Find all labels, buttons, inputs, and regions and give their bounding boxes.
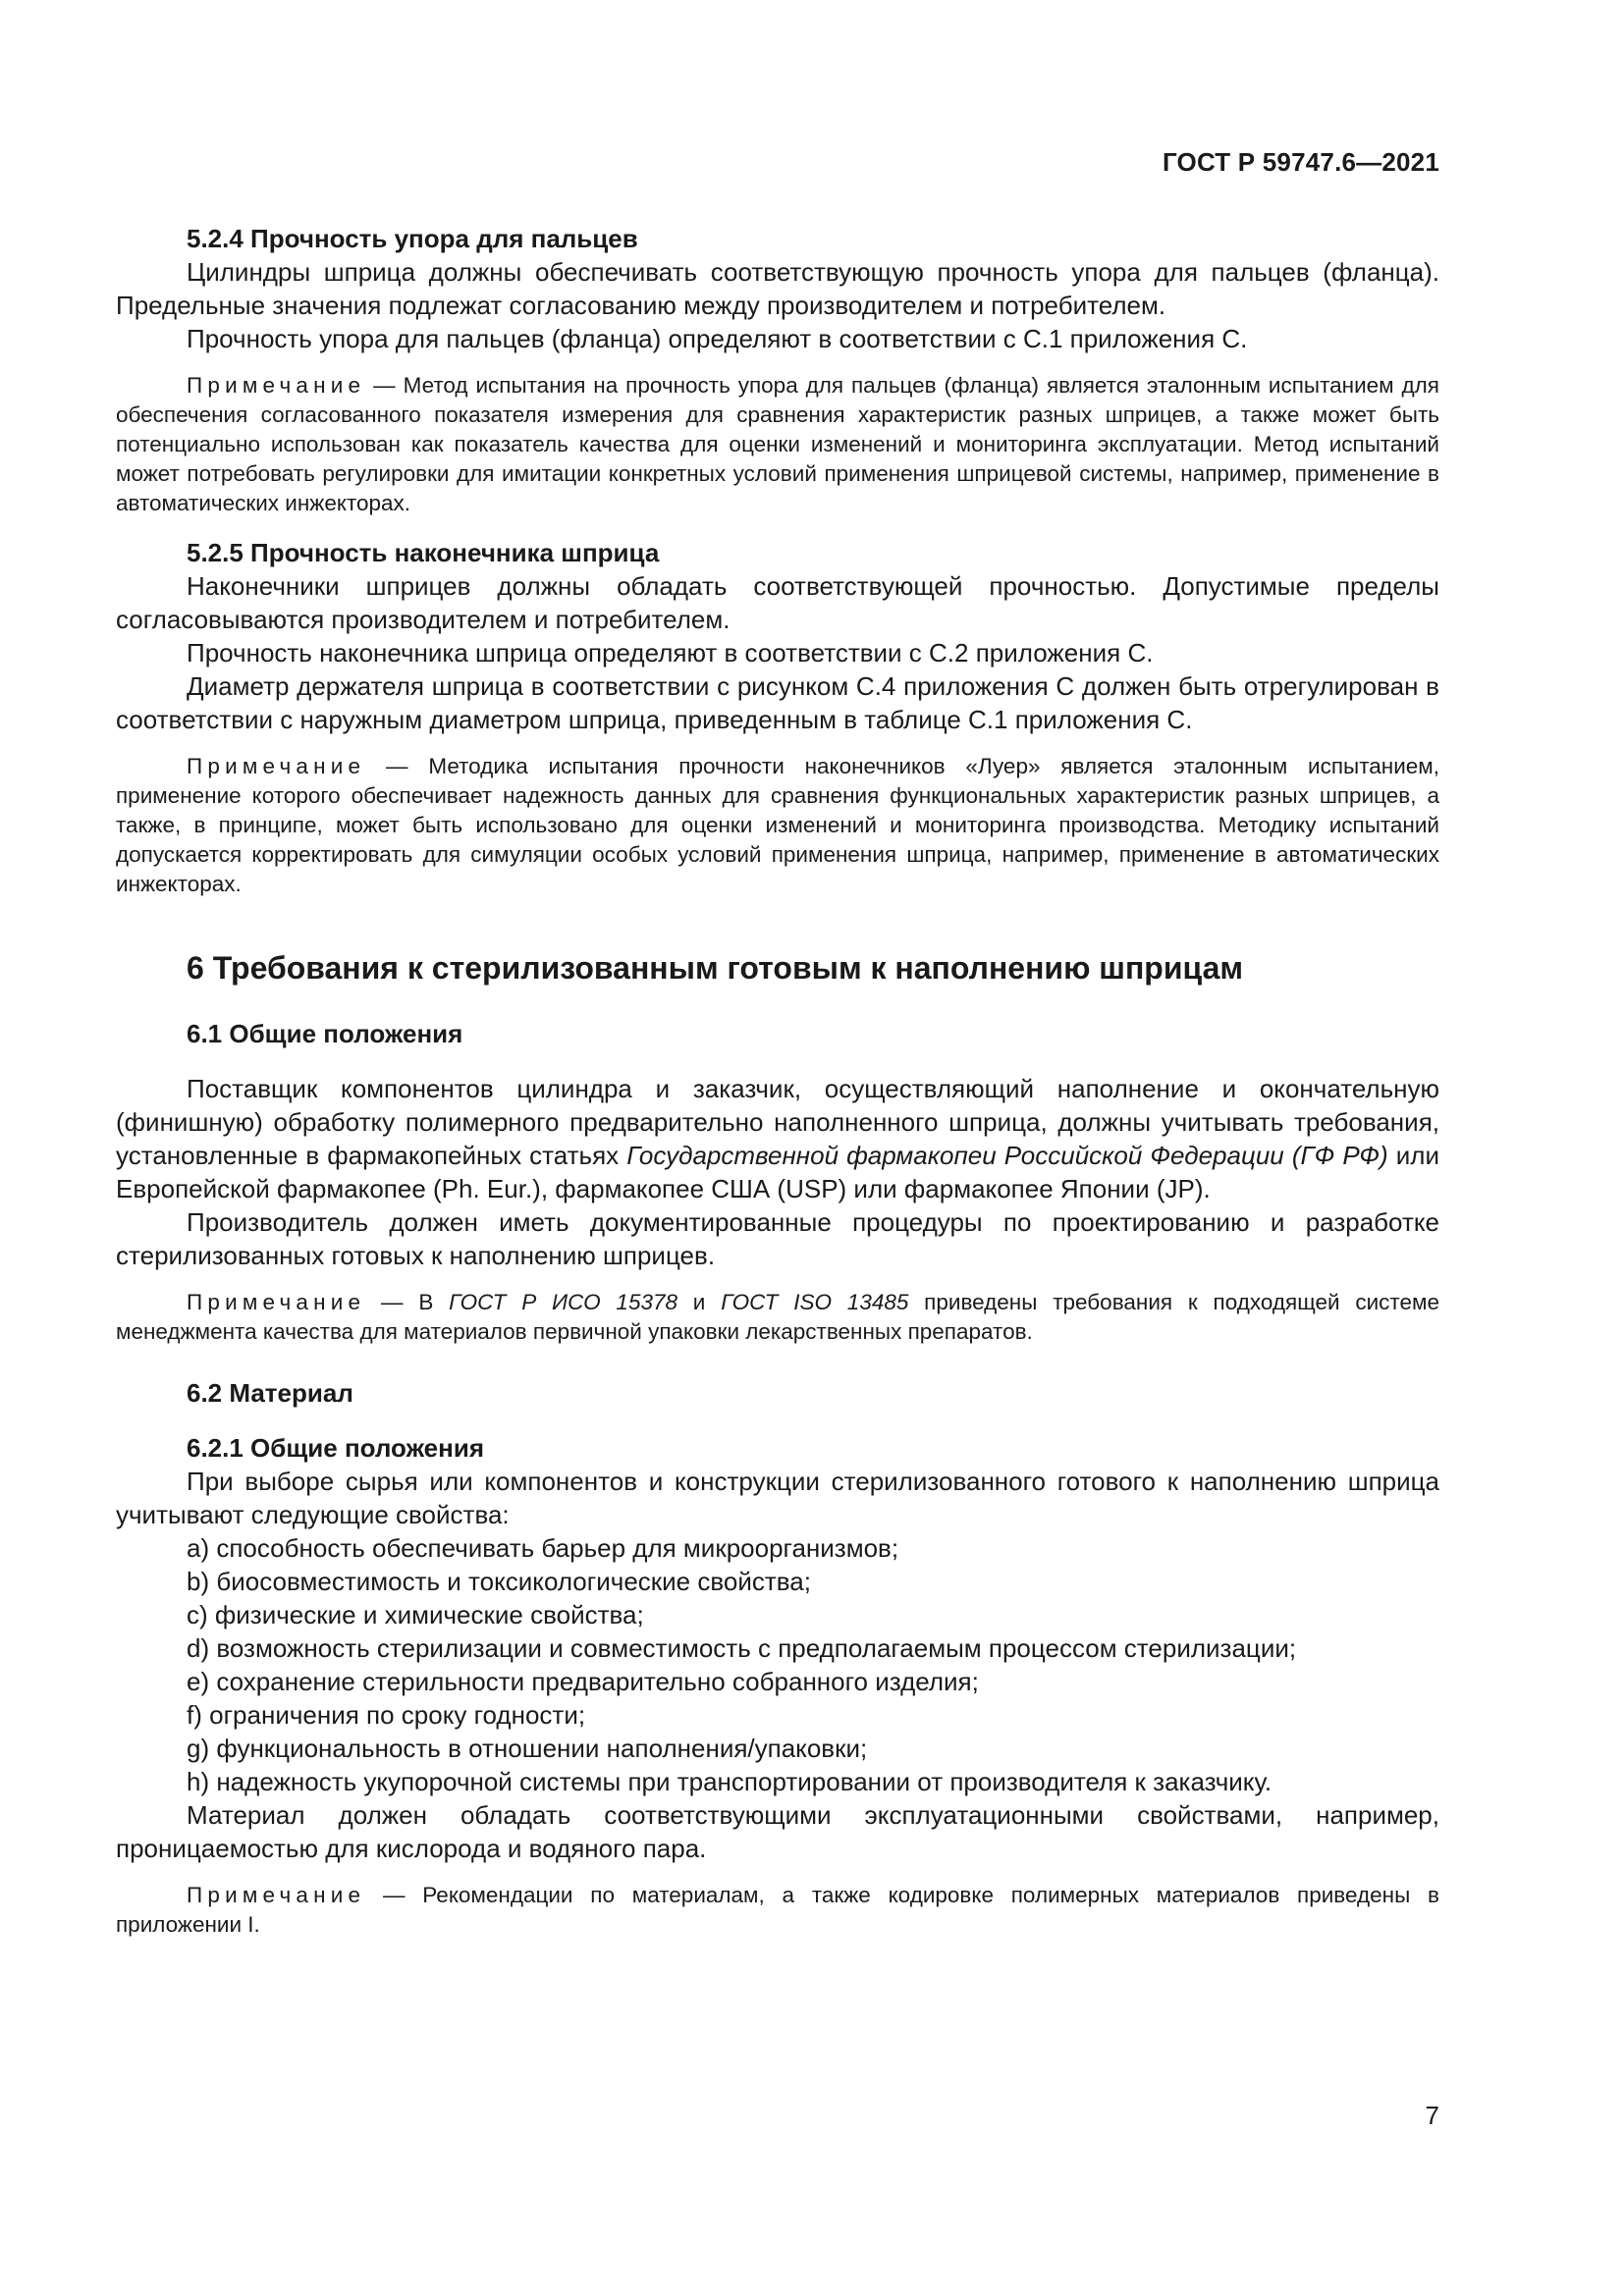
note-text: и [677, 1290, 722, 1314]
list-item: g) функциональность в отношении наполнения/упаковки; [187, 1734, 868, 1763]
list-item: e) сохранение стерильности предварительно собранного изделия; [187, 1667, 979, 1696]
paragraph: Прочность упора для пальцев (фланца) определяют в соответствии с С.1 приложения С. [187, 324, 1248, 353]
text-run: или Европейской фармакопее (Ph. Eur.), фармакопее США (USP) или фармакопее Японии (JP). [116, 1141, 1439, 1203]
paragraph [116, 1072, 1439, 1205]
italic-reference: Государственной фармакопеи Российской Федерации (ГФ РФ) [626, 1141, 1388, 1170]
paragraph: Цилиндры шприца должны обеспечивать соответствующую прочность упора для пальцев (фланца). Предельные значения подлежат согласованию между производителем и потребителем. [116, 257, 1439, 320]
paragraph: Диаметр держателя шприца в соответствии с рисунком С.4 приложения С должен быть отрегулирован в соответствии с наружным диаметром шприца, приведенным в таблице С.1 приложения С. [116, 671, 1439, 734]
italic-reference: ГОСТ ISO 13485 [721, 1290, 909, 1314]
document-body [116, 222, 1439, 1940]
paragraph: Наконечники шприцев должны обладать соответствующей прочностью. Допустимые пределы согласовываются производителем и потребителем. [116, 571, 1439, 634]
section-6-2-title: 6.2 Материал [187, 1378, 353, 1408]
list-item: h) надежность укупорочной системы при транспортировании от производителя к заказчику. [187, 1767, 1272, 1796]
list-item: b) биосовместимость и токсикологические свойства; [187, 1567, 811, 1596]
note-text: — Рекомендации по материалам, а также кодировке полимерных материалов приведены в приложении I. [116, 1883, 1439, 1937]
list-item: a) способность обеспечивать барьер для микроорганизмов; [187, 1533, 899, 1563]
note-text: — В [365, 1290, 450, 1314]
list-item: f) ограничения по сроку годности; [187, 1700, 586, 1730]
note [116, 1288, 1439, 1347]
note [116, 752, 1439, 899]
note [116, 1881, 1439, 1940]
section-5-2-4-title: 5.2.4 Прочность упора для пальцев [187, 224, 638, 253]
italic-reference: ГОСТ Р ИСО 15378 [449, 1290, 677, 1314]
paragraph: Прочность наконечника шприца определяют в соответствии с С.2 приложения С. [187, 638, 1154, 667]
document-id-header: ГОСТ Р 59747.6—2021 [1162, 147, 1439, 177]
note-label: Примечание [187, 373, 366, 398]
note [116, 371, 1439, 518]
text-run: Поставщик компонентов цилиндра и заказчик, осуществляющий наполнение и окончательную (финишную) обработку полимерного предварительно наполненного шприца, должны учитывать требования, установленные в фармакопейных статьях [116, 1074, 1439, 1170]
paragraph: Производитель должен иметь документированные процедуры по проектированию и разработке стерилизованных готовых к наполнению шприцев. [116, 1207, 1439, 1270]
note-label: Примечание [187, 754, 366, 778]
document-page [116, 0, 1439, 2296]
note-label: Примечание [187, 1290, 366, 1314]
section-6-heading: 6 Требования к стерилизованным готовым к наполнению шприцам [187, 950, 1244, 986]
note-text: — Методика испытания прочности наконечников «Луер» является эталонным испытанием, применение которого обеспечивает надежность данных для сравнения функциональных характеристик разных шприцев, а также, в принципе, может быть использовано для оценки изменений и мониторинга производства. Методику испытаний допускается корректировать для симуляции особых условий применения шприца, например, применение в автоматических инжекторах. [116, 754, 1439, 896]
note-text: — Метод испытания на прочность упора для пальцев (фланца) является эталонным испытанием для обеспечения согласованного показателя измерения для сравнения характеристик разных шприцев, а также может быть потенциально использован как показатель качества для оценки изменений и мониторинга эксплуатации. Метод испытаний может потребовать регулировки для имитации конкретных условий применения шприцевой системы, например, применение в автоматических инжекторах. [116, 373, 1439, 515]
page-number: 7 [1425, 2101, 1439, 2130]
paragraph: При выборе сырья или компонентов и конструкции стерилизованного готового к наполнению шприца учитывают следующие свойства: [116, 1467, 1439, 1529]
list-item: d) возможность стерилизации и совместимость с предполагаемым процессом стерилизации; [187, 1633, 1297, 1663]
section-6-2-1-title: 6.2.1 Общие положения [187, 1433, 484, 1463]
section-5-2-5-title: 5.2.5 Прочность наконечника шприца [187, 538, 660, 567]
list-item: c) физические и химические свойства; [187, 1600, 644, 1629]
paragraph: Материал должен обладать соответствующими эксплуатационными свойствами, например, проницаемостью для кислорода и водяного пара. [116, 1800, 1439, 1863]
note-label: Примечание [187, 1883, 366, 1907]
section-6-1-title: 6.1 Общие положения [187, 1019, 463, 1048]
note-text: приведены требования к подходящей системе менеджмента качества для материалов первичной упаковки лекарственных препаратов. [116, 1290, 1439, 1344]
